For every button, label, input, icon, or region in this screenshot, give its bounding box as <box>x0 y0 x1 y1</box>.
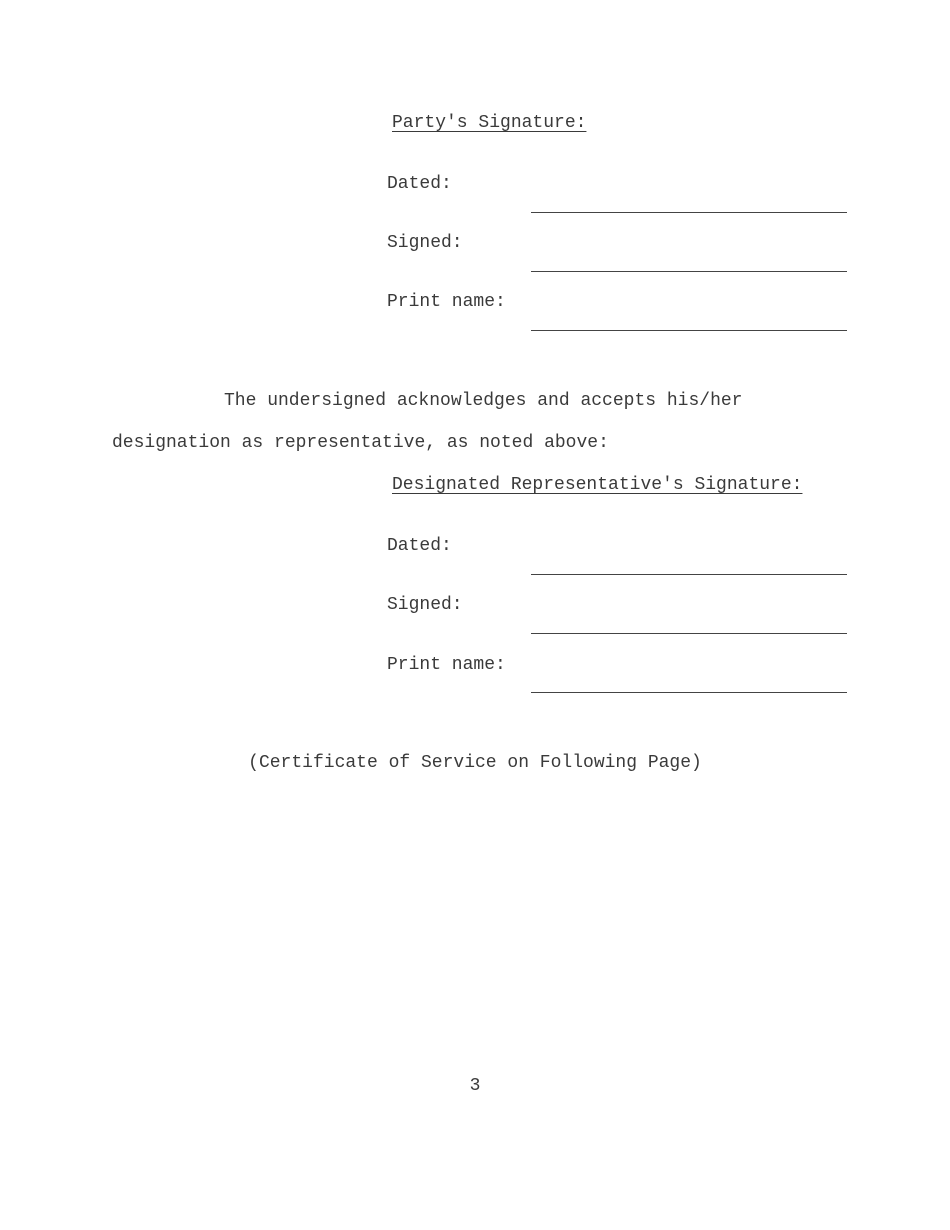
representative-print-name-line <box>531 692 847 693</box>
representative-signature-heading: Designated Representative's Signature: <box>392 475 803 495</box>
representative-print-name-label: Print name: <box>387 655 506 675</box>
certificate-note: (Certificate of Service on Following Page) <box>248 753 702 773</box>
representative-signed-label: Signed: <box>387 595 463 615</box>
party-signature-heading: Party's Signature: <box>392 113 587 133</box>
party-print-name-line <box>531 330 847 331</box>
representative-dated-label: Dated: <box>387 536 452 556</box>
representative-signed-line <box>531 633 847 634</box>
party-dated-label: Dated: <box>387 174 452 194</box>
acknowledgement-line-2: designation as representative, as noted above: <box>112 433 609 453</box>
party-signed-line <box>531 271 847 272</box>
party-signed-label: Signed: <box>387 233 463 253</box>
representative-dated-line <box>531 574 847 575</box>
acknowledgement-line-1: The undersigned acknowledges and accepts his/her <box>224 391 743 411</box>
party-print-name-label: Print name: <box>387 292 506 312</box>
page-number: 3 <box>469 1076 481 1096</box>
party-dated-line <box>531 212 847 213</box>
